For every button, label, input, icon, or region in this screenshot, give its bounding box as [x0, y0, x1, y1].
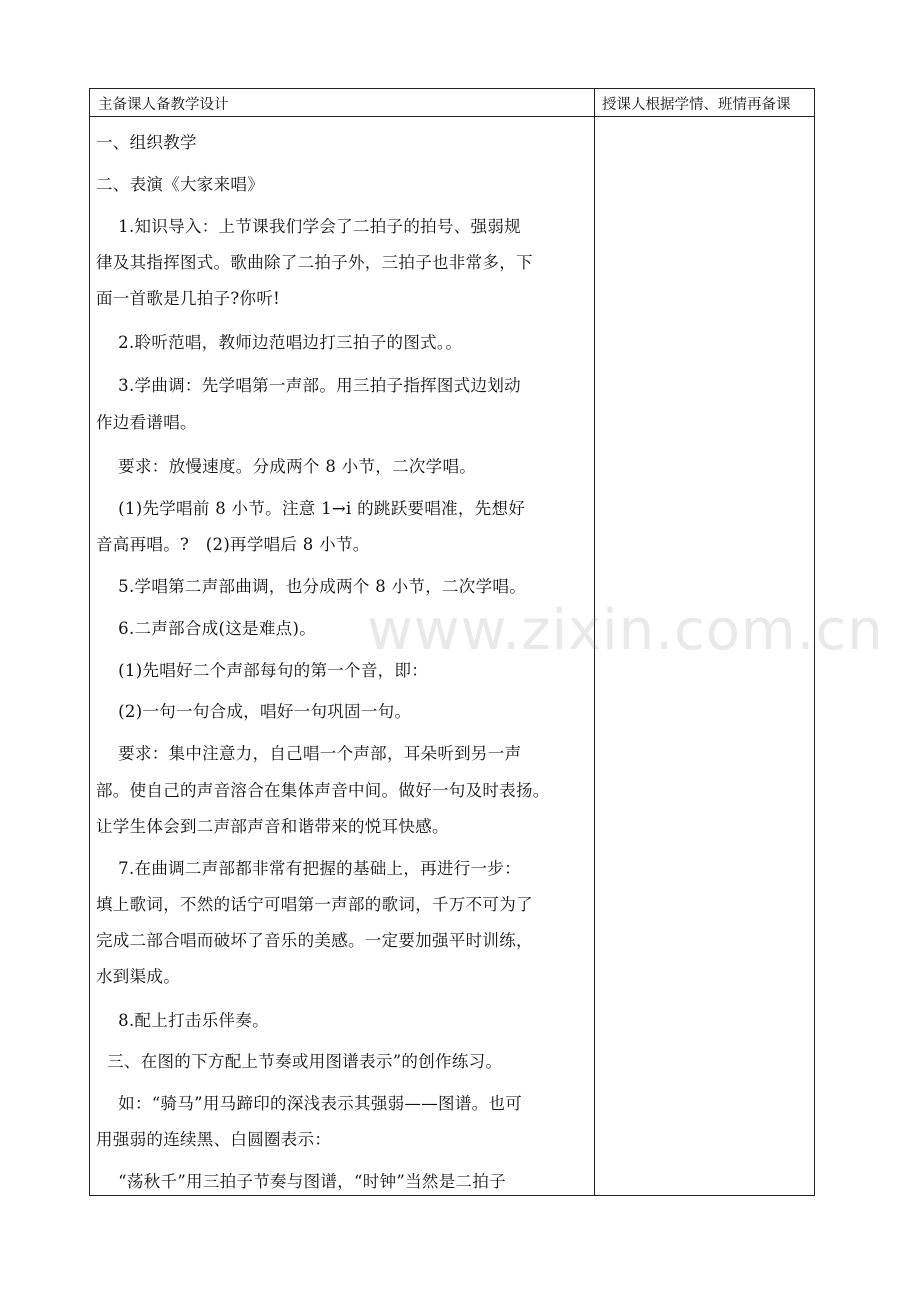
content-line: 6.二声部合成(这是难点)。: [96, 619, 316, 638]
content-line: “荡秋千”用三拍子节奏与图谱，“时钟”当然是二拍子: [96, 1172, 506, 1191]
content-line: (2)一句一句合成，唱好一句巩固一句。: [96, 702, 412, 721]
content-line: 水到渠成。: [96, 967, 180, 986]
content-line: 让学生体会到二声部声音和谐带来的悦耳快感。: [96, 817, 449, 836]
content-line: 一、组织教学: [96, 133, 197, 152]
content-line: 7.在曲调二声部都非常有把握的基础上，再进行一步：: [96, 859, 521, 878]
content-line: 要求：集中注意力，自己唱一个声部，耳朵听到另一声: [96, 744, 522, 763]
content-line: 三、在图的下方配上节奏或用图谱表示”的创作练习。: [96, 1052, 503, 1071]
content-line: 二、表演《大家来唱》: [96, 175, 264, 194]
content-line: (1)先学唱前 8 小节。注意 1→i 的跳跃要唱准，先想好: [96, 499, 526, 518]
content-line: 部。使自己的声音溶合在集体声音中间。做好一句及时表扬。: [96, 781, 550, 800]
content-line: 用强弱的连续黑、白圆圈表示：: [96, 1130, 332, 1149]
content-line: 完成二部合唱而破坏了音乐的美感。一定要加强平时训练，: [96, 931, 533, 950]
content-line: 1.知识导入：上节课我们学会了二拍子的拍号、强弱规: [96, 217, 521, 236]
lesson-plan-table: [89, 88, 815, 1196]
header-divider: [90, 116, 814, 117]
header-left: 主备课人备教学设计: [98, 97, 229, 113]
content-line: 2.聆听范唱，教师边范唱边打三拍子的图式。。: [96, 333, 463, 352]
content-line: 音高再唱。? (2)再学唱后 8 小节。: [96, 535, 370, 554]
watermark: www.zixin.com.cn: [367, 598, 884, 663]
content-line: 8.配上打击乐伴奏。: [96, 1011, 269, 1030]
content-line: 3.学曲调：先学唱第一声部。用三拍子指挥图式边划动: [96, 376, 521, 395]
content-line: 填上歌词，不然的话宁可唱第一声部的歌词，千万不可为了: [96, 895, 533, 914]
content-line: 5.学唱第二声部曲调，也分成两个 8 小节，二次学唱。: [96, 577, 527, 596]
content-line: 如：“骑马”用马蹄印的深浅表示其强弱——图谱。也可: [96, 1094, 523, 1113]
column-divider: [594, 89, 595, 1195]
content-line: 面一首歌是几拍子?你听!: [96, 289, 281, 308]
content-line: 律及其指挥图式。歌曲除了二拍子外，三拍子也非常多，下: [96, 253, 533, 272]
content-line: (1)先唱好二个声部每句的第一个音，即：: [96, 661, 429, 680]
content-line: 要求：放慢速度。分成两个 8 小节，二次学唱。: [96, 457, 477, 476]
content-line: 作边看谱唱。: [96, 413, 197, 432]
header-right: 授课人根据学情、班情再备课: [602, 97, 791, 113]
